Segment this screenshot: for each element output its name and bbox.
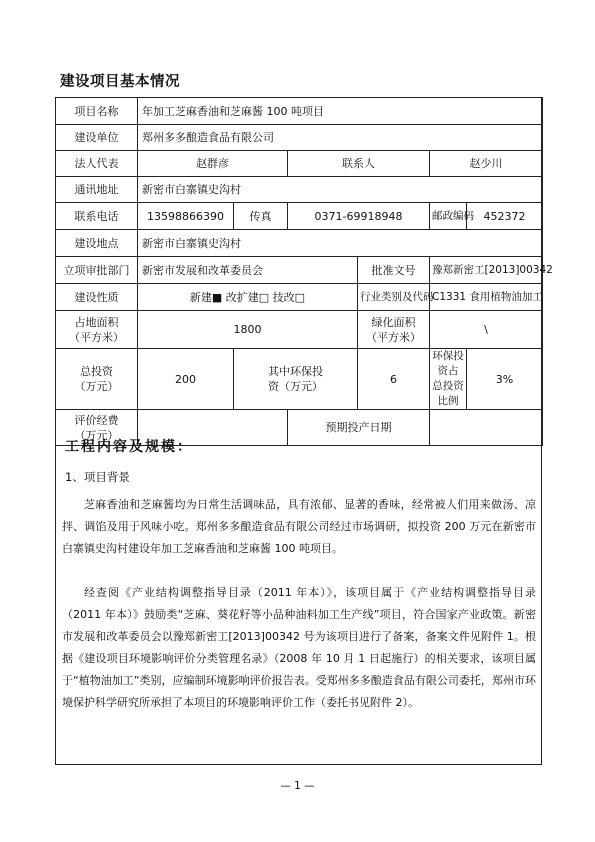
row-label: 联系人: [288, 151, 430, 177]
row-label: 总投资 （万元）: [56, 349, 138, 410]
page-number: — 1 —: [280, 780, 315, 792]
location-value: 新密市白寨镇史沟村: [138, 230, 543, 257]
section-title: 工程内容及规模：: [65, 439, 193, 455]
table-row: [56, 177, 543, 203]
row-label: 评价经费 （万元）: [56, 410, 138, 446]
production-date-value: [430, 410, 543, 446]
approval-no-value: 豫郑新密工[2013]00342: [430, 257, 543, 284]
construction-type-value: 新建■ 改扩建□ 技改□: [138, 284, 358, 311]
project-name-value: 年加工芝麻香油和芝麻酱 100 吨项目: [138, 98, 543, 125]
row-label: 批准文号: [358, 257, 430, 284]
land-area-value: 1800: [138, 311, 358, 349]
env-ratio-value: 3%: [467, 349, 543, 410]
paragraph: 芝麻香油和芝麻酱均为日常生活调味品，具有浓郁、显著的香味，经常被人们用来做汤、凉拌、调馅及用于风味小吃。郑州多多酿造食品有限公司经过市场调研，拟投资 200 万元在新密市白寨镇史沟村建设年加工芝麻香油和芝麻酱 100 吨项目。: [62, 498, 536, 555]
row-label: 绿化面积 （平方米）: [358, 311, 430, 349]
basic-info-table: [55, 97, 553, 446]
table-row: [56, 230, 543, 257]
row-label: 其中环保投 资（万元）: [234, 349, 358, 410]
table-row: [56, 257, 543, 284]
table-row: [56, 98, 543, 125]
paragraph: 经查阅《产业结构调整指导目录（2011 年本）》，该项目属于《产业结构调整指导目录（2011 年本）》鼓励类“芝麻、葵花籽等小品种油料加工生产线”项目，符合国家产业政策。新密市发展和改革委员会以豫郑新密工[2013]00342 号为该项目进行了备案，备案文件见附件 1。根据《建设项目环境影响评价分类管理名录》（2008 年 10 月 1 日起施行）的相关要求，该项目属于“植物油加工”类别，应编制环境影响评价报告表。受郑州多多酿造食品有限公司委托，郑州市环境保护科学研究所承担了本项目的环境影响评价工作（委托书见附件 2）。: [62, 586, 536, 709]
approval-dept-value: 新密市发展和改革委员会: [138, 257, 358, 284]
row-label: 建设地点: [56, 230, 138, 257]
green-area-value: \: [430, 311, 543, 349]
table-row: [56, 311, 543, 349]
phone-value: 13598866390: [138, 203, 234, 230]
builder-value: 郑州多多酿造食品有限公司: [138, 125, 543, 151]
row-label: 邮政编码: [430, 203, 467, 230]
total-investment-value: 200: [138, 349, 234, 410]
row-label: 建设单位: [56, 125, 138, 151]
table-row: [56, 284, 543, 311]
contact-value: 赵少川: [430, 151, 543, 177]
env-investment-value: 6: [358, 349, 430, 410]
row-label: 项目名称: [56, 98, 138, 125]
row-label: 传真: [234, 203, 288, 230]
row-label: 法人代表: [56, 151, 138, 177]
table-row: [56, 151, 543, 177]
legal-rep-value: 赵群彦: [138, 151, 288, 177]
table-row: [56, 203, 543, 230]
table-row: [56, 349, 543, 410]
postcode-value: 452372: [467, 203, 543, 230]
table-row: [56, 125, 543, 151]
row-label: 占地面积 （平方米）: [56, 311, 138, 349]
page-title: 建设项目基本情况: [60, 74, 180, 90]
address-value: 新密市白寨镇史沟村: [138, 177, 543, 203]
row-label: 联系电话: [56, 203, 138, 230]
row-label: 行业类别及代码: [358, 284, 430, 311]
row-label: 通讯地址: [56, 177, 138, 203]
row-label: 立项审批部门: [56, 257, 138, 284]
row-label: 预期投产日期: [288, 410, 430, 446]
fax-value: 0371-69918948: [288, 203, 430, 230]
industry-code-value: C1331 食用植物油加工: [430, 284, 543, 311]
subsection-title: 1、项目背景: [65, 470, 130, 484]
row-label: 环保投资占 总投资比例: [430, 349, 467, 410]
row-label: 建设性质: [56, 284, 138, 311]
